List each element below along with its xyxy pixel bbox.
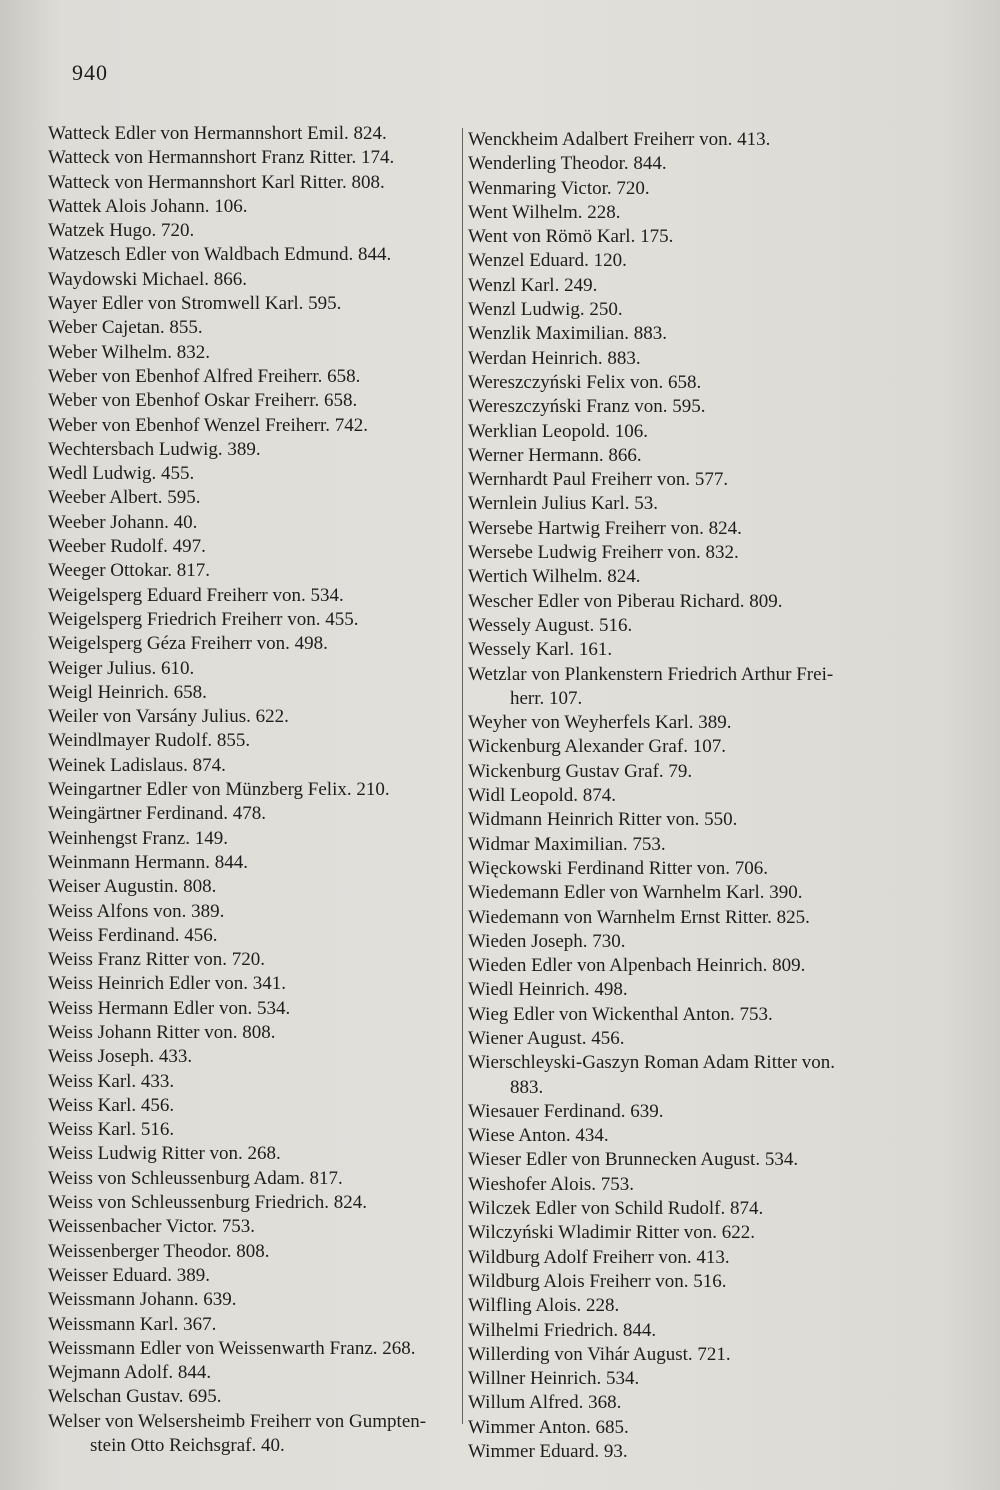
index-entry-wrapped xyxy=(468,1051,913,1100)
index-entry: Weiger Julius. 610. xyxy=(48,657,195,679)
index-entry: Wiedemann Edler von Warnhelm Karl. 390. xyxy=(468,882,803,904)
index-entry-wrapped xyxy=(468,663,913,712)
index-entry: Weissenberger Theodor. 808. xyxy=(48,1240,270,1262)
index-entry: Weindlmayer Rudolf. 855. xyxy=(48,730,251,752)
index-entry: Wernhardt Paul Freiherr von. 577. xyxy=(468,469,729,491)
index-entry: Weber von Ebenhof Alfred Freiherr. 658. xyxy=(48,365,361,387)
index-entry: Wieshofer Alois. 753. xyxy=(468,1173,634,1195)
index-entry: Wenckheim Adalbert Freiherr von. 413. xyxy=(468,129,771,150)
index-entry: Weissmann Karl. 367. xyxy=(48,1313,217,1335)
index-entry: Waydowski Michael. 866. xyxy=(48,268,247,290)
index-entry: Willerding von Vihár August. 721. xyxy=(468,1343,731,1365)
index-entry: Went von Römö Karl. 175. xyxy=(468,226,674,248)
index-entry: Więckowski Ferdinand Ritter von. 706. xyxy=(468,857,769,879)
index-entry: Wereszczyński Felix von. 658. xyxy=(468,371,702,393)
index-entry: Weiss von Schleussenburg Friedrich. 824. xyxy=(48,1192,367,1214)
index-entry: Wessely Karl. 161. xyxy=(468,639,613,661)
entry-continuation: 883. xyxy=(510,1076,544,1098)
index-entry: Werdan Heinrich. 883. xyxy=(468,347,641,369)
index-entry: Wessely August. 516. xyxy=(468,614,633,636)
index-entry: Watteck Edler von Hermannshort Emil. 824. xyxy=(48,123,387,144)
index-entry: Wenmaring Victor. 720. xyxy=(468,177,650,199)
index-entry: Wilczyński Wladimir Ritter von. 622. xyxy=(468,1222,756,1244)
index-entry: Weigl Heinrich. 658. xyxy=(48,681,207,703)
index-entry: Wenzlik Maximilian. 883. xyxy=(468,323,667,345)
index-entry: Weiss Heinrich Edler von. 341. xyxy=(48,973,287,995)
index-entry: Wildburg Adolf Freiherr von. 413. xyxy=(468,1246,730,1268)
index-entry: Welschan Gustav. 695. xyxy=(48,1386,222,1408)
index-entry: Wereszczyński Franz von. 595. xyxy=(468,396,706,418)
index-entry: Weingartner Edler von Münzberg Felix. 210. xyxy=(48,779,390,801)
index-entry: Weissmann Edler von Weissenwarth Franz. 268. xyxy=(48,1337,416,1359)
index-entry: Wilhelmi Friedrich. 844. xyxy=(468,1319,657,1341)
index-entry: Weiss Ferdinand. 456. xyxy=(48,924,218,946)
index-entry: Wickenburg Gustav Graf. 79. xyxy=(468,760,693,782)
index-entry: Weeber Johann. 40. xyxy=(48,511,198,533)
index-entry: Widl Leopold. 874. xyxy=(468,785,617,807)
index-entry: Wenzl Karl. 249. xyxy=(468,274,598,296)
index-entry: Wenzl Ludwig. 250. xyxy=(468,299,623,321)
page-number: 940 xyxy=(72,60,108,85)
index-entry: Weisser Eduard. 389. xyxy=(48,1264,211,1286)
index-entry: Weber Cajetan. 855. xyxy=(48,317,203,339)
index-entry: Wechtersbach Ludwig. 389. xyxy=(48,438,261,460)
index-entry: Weeber Albert. 595. xyxy=(48,487,201,509)
index-entry: Weber von Ebenhof Wenzel Freiherr. 742. xyxy=(48,414,369,436)
index-entry: Wenderling Theodor. 844. xyxy=(468,153,667,175)
index-entry: Werklian Leopold. 106. xyxy=(468,420,648,442)
index-entry: Weiss Hermann Edler von. 534. xyxy=(48,997,291,1019)
index-entry: Weber Wilhelm. 832. xyxy=(48,341,210,363)
index-entry: Weeger Ottokar. 817. xyxy=(48,560,211,582)
left-column xyxy=(48,122,468,1458)
index-entry: Weigelsperg Friedrich Freiherr von. 455. xyxy=(48,608,359,630)
index-entry: Weeber Rudolf. 497. xyxy=(48,536,206,558)
index-entry: Weinmann Hermann. 844. xyxy=(48,851,249,873)
index-entry: Wertich Wilhelm. 824. xyxy=(468,566,641,588)
index-entry: Wilfling Alois. 228. xyxy=(468,1295,620,1317)
index-entry: Wieden Joseph. 730. xyxy=(468,930,626,952)
index-entry: Wersebe Ludwig Freiherr von. 832. xyxy=(468,542,739,564)
index-entry: Weiler von Varsány Julius. 622. xyxy=(48,706,289,728)
index-entry: Weiss Ludwig Ritter von. 268. xyxy=(48,1143,281,1165)
entry-continuation: herr. 107. xyxy=(510,687,583,709)
index-entry: Weiss von Schleussenburg Adam. 817. xyxy=(48,1167,343,1189)
index-entry: Weinek Ladislaus. 874. xyxy=(48,754,226,776)
entry-line: Wierschleyski-Gaszyn Roman Adam Ritter von. xyxy=(468,1052,836,1074)
index-entry: Widmann Heinrich Ritter von. 550. xyxy=(468,809,738,831)
index-entry: Weber von Ebenhof Oskar Freiherr. 658. xyxy=(48,390,358,412)
index-entry: Werner Hermann. 866. xyxy=(468,444,642,466)
index-entry: Widmar Maximilian. 753. xyxy=(468,833,666,855)
index-entry: Wildburg Alois Freiherr von. 516. xyxy=(468,1270,727,1292)
index-entry: Wimmer Anton. 685. xyxy=(468,1416,629,1438)
index-entry: Went Wilhelm. 228. xyxy=(468,201,621,223)
index-entry: Watzesch Edler von Waldbach Edmund. 844. xyxy=(48,244,392,266)
index-entry: Watzek Hugo. 720. xyxy=(48,220,195,242)
index-entry: Wiedemann von Warnhelm Ernst Ritter. 825. xyxy=(468,906,810,928)
index-entry: Weinhengst Franz. 149. xyxy=(48,827,228,849)
index-entry: Wiener August. 456. xyxy=(468,1027,625,1049)
index-entry: Wieg Edler von Wickenthal Anton. 753. xyxy=(468,1003,773,1025)
index-entry: Willner Heinrich. 534. xyxy=(468,1368,640,1390)
index-entry: Weiss Karl. 516. xyxy=(48,1119,175,1141)
index-entry: Wickenburg Alexander Graf. 107. xyxy=(468,736,726,758)
index-entry: Wiese Anton. 434. xyxy=(468,1125,609,1147)
index-entry: Weiss Karl. 456. xyxy=(48,1094,175,1116)
index-entry: Watteck von Hermannshort Franz Ritter. 174. xyxy=(48,147,395,169)
index-entry: Wayer Edler von Stromwell Karl. 595. xyxy=(48,293,342,315)
index-entry: Wieden Edler von Alpenbach Heinrich. 809. xyxy=(468,955,806,977)
index-entry: Weissenbacher Victor. 753. xyxy=(48,1216,255,1238)
index-entry: Wejmann Adolf. 844. xyxy=(48,1362,212,1384)
index-entry: Weiss Alfons von. 389. xyxy=(48,900,225,922)
index-entry-wrapped xyxy=(48,1410,468,1459)
index-entry: Weyher von Weyherfels Karl. 389. xyxy=(468,712,732,734)
index-entry: Weissmann Johann. 639. xyxy=(48,1289,237,1311)
index-entry: Wiedl Heinrich. 498. xyxy=(468,979,628,1001)
index-entry: Weiss Karl. 433. xyxy=(48,1070,175,1092)
index-entry: Wersebe Hartwig Freiherr von. 824. xyxy=(468,517,742,539)
index-entry: Wedl Ludwig. 455. xyxy=(48,463,195,485)
index-entry: Wimmer Eduard. 93. xyxy=(468,1441,628,1463)
index-entry: Weigelsperg Géza Freiherr von. 498. xyxy=(48,633,328,655)
index-entry: Wescher Edler von Piberau Richard. 809. xyxy=(468,590,783,612)
index-entry: Weigelsperg Eduard Freiherr von. 534. xyxy=(48,584,344,606)
index-entry: Wilczek Edler von Schild Rudolf. 874. xyxy=(468,1198,764,1220)
index-entry: Weiss Joseph. 433. xyxy=(48,1046,193,1068)
index-entry: Wieser Edler von Brunnecken August. 534. xyxy=(468,1149,799,1171)
index-entry: Wenzel Eduard. 120. xyxy=(468,250,627,272)
entry-line: Wetzlar von Plankenstern Friedrich Arthur Frei- xyxy=(468,663,834,685)
index-entry: Weiss Franz Ritter von. 720. xyxy=(48,949,265,971)
index-entry: Wattek Alois Johann. 106. xyxy=(48,195,248,217)
index-entry: Weiss Johann Ritter von. 808. xyxy=(48,1021,276,1043)
index-entry: Wiesauer Ferdinand. 639. xyxy=(468,1100,664,1122)
index-entry: Watteck von Hermannshort Karl Ritter. 808. xyxy=(48,171,385,193)
index-entry: Weiser Augustin. 808. xyxy=(48,876,217,898)
index-entry: Willum Alfred. 368. xyxy=(468,1392,622,1414)
entry-continuation: stein Otto Reichsgraf. 40. xyxy=(90,1435,285,1457)
index-entry: Wernlein Julius Karl. 53. xyxy=(468,493,659,515)
right-column xyxy=(468,128,913,1464)
index-entry: Weingärtner Ferdinand. 478. xyxy=(48,803,266,825)
entry-line: Welser von Welsersheimb Freiherr von Gumpten- xyxy=(48,1410,427,1432)
